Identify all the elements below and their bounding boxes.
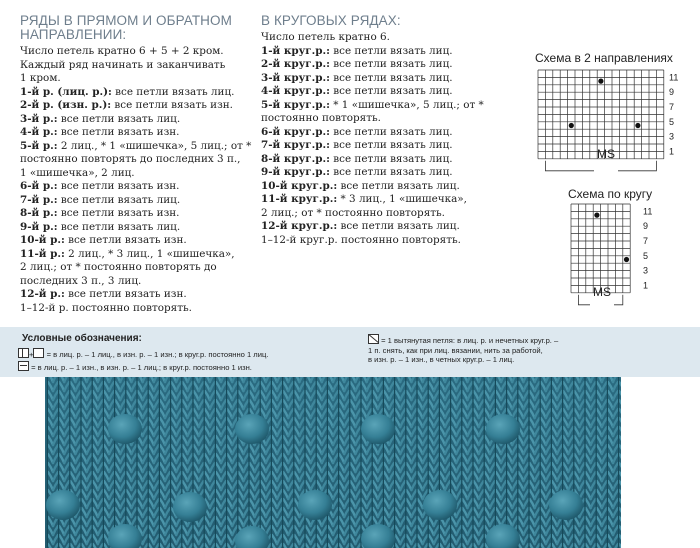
- middle-line: [261, 112, 484, 126]
- left-row-label: 4-й р.:: [20, 126, 58, 138]
- middle-row-label: 8-й круг.р.:: [261, 152, 330, 165]
- middle-row-label: 5-й круг.р.:: [261, 98, 330, 111]
- scheme-round-title: Схема по кругу: [568, 187, 653, 201]
- left-line: [20, 288, 251, 302]
- bobble: [108, 414, 142, 444]
- middle-line-text: все петли вязать лиц.: [337, 220, 460, 232]
- left-row-label: 1-й р. (лиц. р.):: [20, 85, 112, 98]
- ms-bracket: [618, 161, 656, 171]
- row-number: 11: [669, 72, 679, 83]
- left-line-text: 1 кром.: [20, 72, 61, 84]
- left-title-line: НАПРАВЛЕНИИ:: [20, 27, 127, 42]
- middle-line: [261, 220, 484, 234]
- row-number: 5: [669, 116, 675, 127]
- left-line-text: 2 лиц., * 1 «шишечка», 5 лиц.; от *: [57, 139, 252, 152]
- left-line: [20, 234, 251, 248]
- middle-line: [261, 99, 484, 113]
- bobble: [298, 490, 332, 520]
- middle-line-text: все петли вязать лиц.: [337, 179, 460, 192]
- left-line-text: все петли вязать изн.: [64, 288, 187, 300]
- left-line: [20, 180, 251, 194]
- middle-line-text: все петли вязать лиц.: [330, 166, 453, 178]
- left-line: [20, 221, 251, 235]
- middle-line: [261, 85, 484, 99]
- legend-title: Условные обозначения:: [22, 333, 142, 344]
- bobble-symbol: [598, 79, 603, 84]
- middle-line-text: постоянно повторять.: [261, 112, 381, 124]
- left-line-text: последних 3 п., 3 лиц.: [20, 274, 142, 287]
- left-line: [20, 86, 251, 100]
- legend-item-knit: [18, 348, 268, 360]
- left-line: [20, 248, 251, 262]
- middle-line: [261, 193, 484, 207]
- left-row-label: 6-й р.:: [20, 180, 58, 192]
- middle-instructions: [261, 31, 484, 247]
- bobble: [486, 414, 520, 444]
- scheme-flat-title: Схема в 2 направлениях: [535, 51, 673, 65]
- middle-row-label: 3-й круг.р.:: [261, 71, 330, 84]
- left-line-text: 1–12-й р. постоянно повторять.: [20, 301, 192, 314]
- middle-row-label: 4-й круг.р.:: [261, 85, 330, 97]
- left-line-text: все петли вязать лиц.: [57, 112, 181, 125]
- middle-line: [261, 72, 484, 86]
- bobble: [549, 490, 583, 520]
- left-row-label: 7-й р.:: [20, 193, 58, 206]
- ms-bracket: [614, 295, 623, 305]
- middle-line-text: все петли вязать лиц.: [330, 85, 453, 97]
- left-line: [20, 275, 251, 289]
- left-line-text: все петли вязать лиц.: [57, 193, 181, 206]
- row-number: 3: [643, 265, 649, 276]
- middle-line-text: все петли вязать лиц.: [330, 125, 453, 138]
- left-line-text: 1 «шишечка», 2 лиц.: [20, 166, 135, 179]
- scheme-round: [568, 187, 653, 299]
- left-instructions: [20, 45, 251, 315]
- left-line: [20, 194, 251, 208]
- middle-line: [261, 180, 484, 194]
- left-column: [20, 14, 251, 315]
- middle-title: [261, 14, 484, 28]
- row-number: 7: [643, 236, 649, 246]
- middle-row-label: 7-й круг.р.:: [261, 139, 330, 151]
- legend-bar: [0, 327, 700, 377]
- left-line: [20, 207, 251, 221]
- knit-symbol-icon: [18, 348, 29, 358]
- middle-line: [261, 207, 484, 221]
- legend-item-purl: [18, 361, 252, 373]
- bobble-symbol: [635, 123, 640, 128]
- scheme-round-ms: MS: [593, 285, 611, 299]
- left-row-label: 2-й р. (изн. р.):: [20, 99, 112, 111]
- scheme-flat-chart: [535, 65, 685, 175]
- ms-bracket: [545, 161, 594, 171]
- middle-row-label: 2-й круг.р.:: [261, 58, 330, 70]
- ms-bracket: [578, 295, 590, 305]
- left-line-text: все петли вязать изн.: [111, 99, 233, 111]
- bobble: [46, 490, 80, 520]
- left-line-text: 2 лиц.; от * постоянно повторять до: [20, 261, 217, 273]
- middle-line-text: все петли вязать лиц.: [330, 71, 453, 84]
- bobble: [423, 490, 457, 520]
- middle-line: [261, 139, 484, 153]
- middle-row-label: 9-й круг.р.:: [261, 166, 330, 178]
- left-row-label: 10-й р.:: [20, 234, 65, 246]
- left-line-text: постоянно повторять до последних 3 п.,: [20, 153, 241, 165]
- row-number: 1: [643, 280, 649, 291]
- left-line-text: все петли вязать лиц.: [57, 220, 181, 233]
- legend-item-slip-line1: = 1 вытянутая петля: в лиц. р. и нечетных круг.р. –: [381, 336, 559, 345]
- legend-item-slip-line2: 1 п. снять, как при лиц. вязании, нить за работой,: [368, 345, 543, 355]
- middle-row-label: 12-й круг.р.:: [261, 220, 338, 232]
- left-line: [20, 153, 251, 167]
- middle-line-text: * 1 «шишечка», 5 лиц.; от *: [330, 98, 484, 111]
- left-line: [20, 45, 251, 59]
- middle-row-label: 1-й круг.р.:: [261, 44, 330, 57]
- middle-line: [261, 31, 484, 45]
- middle-line-text: все петли вязать лиц.: [330, 58, 453, 70]
- middle-line: [261, 126, 484, 140]
- row-number: 3: [669, 131, 675, 142]
- middle-line-text: все петли вязать лиц.: [330, 152, 453, 165]
- left-row-label: 9-й р.:: [20, 220, 58, 233]
- scheme-round-chart: [568, 199, 688, 309]
- left-line-text: все петли вязать лиц.: [111, 85, 235, 98]
- middle-line-text: * 3 лиц., 1 «шишечка»,: [337, 193, 467, 205]
- middle-line: [261, 45, 484, 59]
- left-row-label: 11-й р.:: [20, 247, 65, 260]
- middle-line: [261, 153, 484, 167]
- left-row-label: 12-й р.:: [20, 288, 65, 300]
- left-line-text: Каждый ряд начинать и заканчивать: [20, 58, 226, 71]
- middle-column: [261, 14, 484, 247]
- left-line: [20, 59, 251, 73]
- left-line-text: все петли вязать изн.: [57, 126, 180, 138]
- row-number: 9: [669, 87, 675, 98]
- left-title: [20, 14, 251, 42]
- bobble: [235, 414, 269, 444]
- left-line: [20, 140, 251, 154]
- scheme-flat-ms: MS: [597, 147, 615, 161]
- middle-line: [261, 58, 484, 72]
- left-line: [20, 99, 251, 113]
- left-line: [20, 261, 251, 275]
- row-number: 11: [643, 206, 653, 217]
- left-line-text: все петли вязать изн.: [64, 234, 187, 246]
- middle-line-text: все петли вязать лиц.: [330, 44, 453, 57]
- middle-line-text: Число петель кратно 6.: [261, 31, 390, 43]
- bobble: [361, 414, 395, 444]
- legend-item-slip-line3: в изн. р. – 1 изн., в четных круг.р. – 1 лиц.: [368, 355, 515, 364]
- legend-item-purl-text: = в лиц. р. – 1 изн., в изн. р. – 1 лиц.; в круг.р. постоянно 1 изн.: [31, 363, 252, 372]
- middle-title-line: В КРУГОВЫХ РЯДАХ:: [261, 13, 401, 28]
- bobble: [173, 492, 207, 522]
- legend-item-knit-text: = в лиц. р. – 1 лиц., в изн. р. – 1 изн.; в круг.р. постоянно 1 лиц.: [46, 350, 269, 359]
- slip-stitch-icon: [368, 334, 379, 344]
- middle-row-label: 6-й круг.р.:: [261, 125, 330, 138]
- left-line-text: 2 лиц., * 3 лиц., 1 «шишечка»,: [64, 247, 235, 260]
- left-line: [20, 302, 251, 316]
- middle-line-text: 2 лиц.; от * постоянно повторять.: [261, 206, 445, 219]
- row-number: 7: [669, 102, 675, 112]
- middle-row-label: 10-й круг.р.:: [261, 179, 338, 192]
- left-line: [20, 72, 251, 86]
- row-number: 5: [643, 250, 649, 261]
- bobble-symbol: [624, 257, 629, 262]
- left-line-text: все петли вязать изн.: [57, 180, 180, 192]
- left-line: [20, 167, 251, 181]
- knitted-swatch-photo: [45, 377, 621, 548]
- scheme-round-grid: [571, 204, 652, 305]
- row-number: 9: [643, 221, 649, 232]
- middle-line: [261, 234, 484, 248]
- middle-line: [261, 166, 484, 180]
- bobble-symbol: [594, 213, 599, 218]
- left-row-label: 8-й р.:: [20, 207, 58, 219]
- purl-symbol-icon: [18, 361, 29, 371]
- row-number: 1: [669, 146, 675, 157]
- left-line: [20, 126, 251, 140]
- scheme-flat: [535, 51, 679, 161]
- empty-cell-icon: [33, 348, 44, 358]
- left-row-label: 3-й р.:: [20, 112, 58, 125]
- middle-line-text: все петли вязать лиц.: [330, 139, 453, 151]
- legend-plus: +: [29, 350, 34, 359]
- left-line-text: все петли вязать изн.: [57, 207, 180, 219]
- bobble-symbol: [569, 123, 574, 128]
- left-title-line: РЯДЫ В ПРЯМОМ И ОБРАТНОМ: [20, 13, 232, 28]
- middle-row-label: 11-й круг.р.:: [261, 193, 338, 205]
- legend-item-slip: [368, 334, 558, 365]
- left-row-label: 5-й р.:: [20, 139, 58, 152]
- left-line-text: Число петель кратно 6 + 5 + 2 кром.: [20, 45, 224, 57]
- left-line: [20, 113, 251, 127]
- middle-line-text: 1–12-й круг.р. постоянно повторять.: [261, 233, 461, 246]
